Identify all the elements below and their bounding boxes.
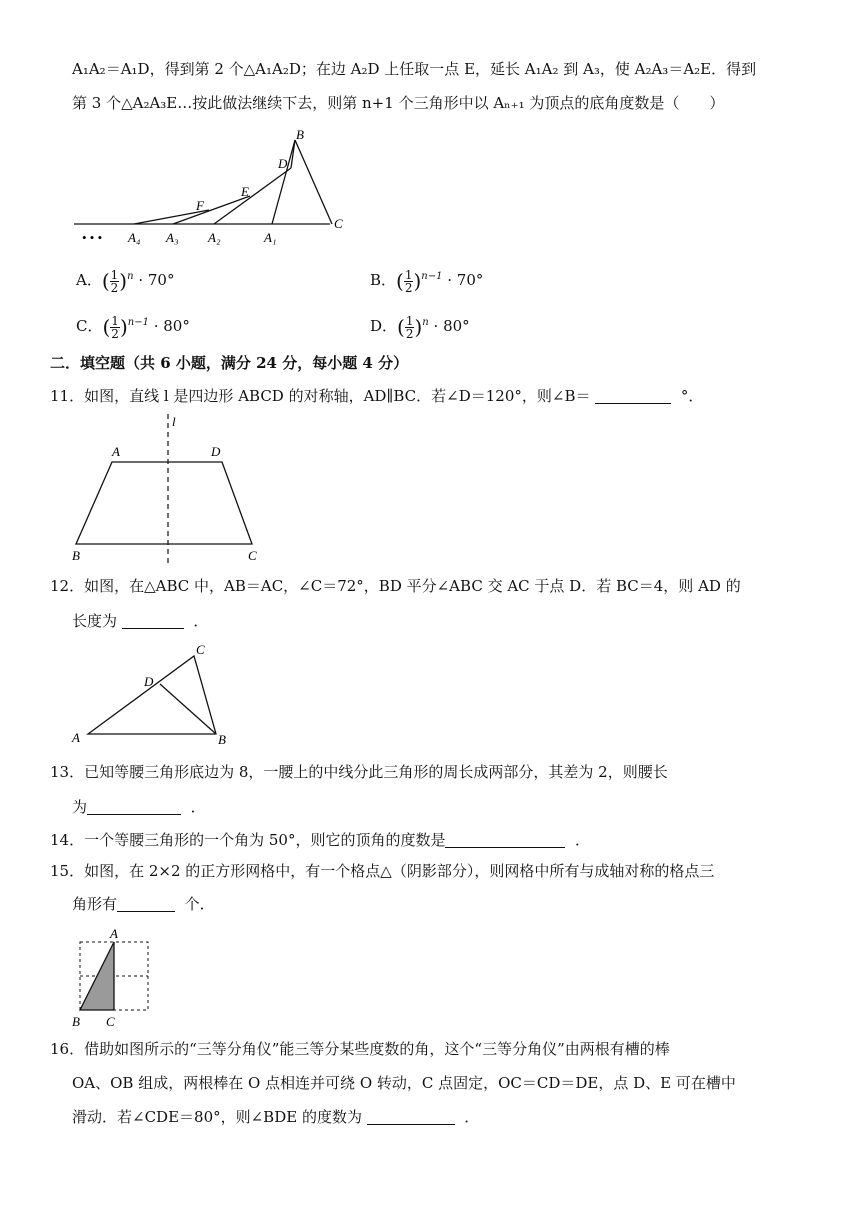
- q15-text-line1: 15．如图，在 2×2 的正方形网格中，有一个格点△（阴影部分），则网格中所有与成轴对称的格点三: [50, 862, 715, 880]
- q16-answer-blank[interactable]: [367, 1108, 455, 1125]
- q15-answer-blank[interactable]: [117, 895, 175, 912]
- q10-label-A4: A₄: [128, 230, 141, 245]
- q10-label-dots: • • •: [82, 230, 103, 245]
- q10-label-F: F: [196, 198, 204, 213]
- q12-text-line2: 长度为 ．: [72, 612, 209, 630]
- q12-figure: [66, 638, 246, 748]
- q14-text: 14．一个等腰三角形的一个角为 50°，则它的顶角的度数是 ．: [50, 831, 591, 849]
- q11-label-A: A: [112, 444, 120, 459]
- q12-label-D: D: [144, 674, 154, 689]
- q12-label-A: A: [72, 730, 80, 745]
- section-heading: 二．填空题（共 6 小题，满分 24 分，每小题 4 分）: [50, 354, 409, 372]
- q10-label-D: D: [278, 156, 288, 171]
- q11-text: 11．如图，直线 l 是四边形 ABCD 的对称轴，AD∥BC．若∠D＝120°，则∠B＝ °．: [50, 387, 704, 405]
- q12-label-B: B: [218, 732, 226, 747]
- q12-label-C: C: [196, 642, 205, 657]
- q16-text-line3: 滑动．若∠CDE＝80°，则∠BDE 的度数为 ．: [72, 1108, 480, 1126]
- q15-figure: [66, 922, 162, 1032]
- q10-option-d[interactable]: D．( $\frac{1}{2}$ )$^n$ · 80°: [370, 313, 470, 341]
- q10-figure: [70, 122, 360, 252]
- q13-answer-blank[interactable]: [87, 798, 181, 815]
- q10-text-line2: 第 3 个△A₂A₃E…按此做法继续下去，则第 n+1 个三角形中以 Aₙ₊₁ 为顶点的底角度数是（ ）: [72, 94, 725, 112]
- q16-text-line1: 16．借助如图所示的“三等分角仪”能三等分某些度数的角，这个“三等分角仪”由两根有槽的棒: [50, 1040, 670, 1058]
- q10-label-A2: A₂: [208, 230, 221, 245]
- q13-text-line2: 为 ．: [72, 798, 206, 816]
- q15-label-C: C: [106, 1014, 115, 1029]
- q10-label-C: C: [334, 216, 343, 231]
- q11-label-l: l: [172, 414, 176, 429]
- q15-text-line2: 角形有 个．: [72, 895, 215, 913]
- q11-label-C: C: [248, 548, 257, 563]
- q14-answer-blank[interactable]: [445, 831, 565, 848]
- q11-figure: [66, 412, 276, 568]
- q10-option-c[interactable]: C．( $\frac{1}{2}$ )$^{n-1}$ · 80°: [76, 313, 190, 341]
- q10-option-b[interactable]: B．( $\frac{1}{2}$ )$^{n-1}$ · 70°: [370, 267, 484, 295]
- q11-label-D: D: [211, 444, 221, 459]
- q10-option-a[interactable]: A．( $\frac{1}{2}$ )$^n$ · 70°: [76, 267, 175, 295]
- q13-text-line1: 13．已知等腰三角形底边为 8，一腰上的中线分此三角形的周长成两部分，其差为 2，则腰长: [50, 763, 668, 781]
- q10-label-E: E: [241, 184, 249, 199]
- q11-label-B: B: [72, 548, 80, 563]
- q11-answer-blank[interactable]: [595, 387, 671, 404]
- q10-text-line1: A₁A₂＝A₁D，得到第 2 个△A₁A₂D；在边 A₂D 上任取一点 E，延长 A₁A₂ 到 A₃，使 A₂A₃＝A₂E．得到: [72, 60, 757, 78]
- q15-label-A: A: [110, 926, 118, 941]
- q10-label-B: B: [296, 127, 304, 142]
- q15-label-B: B: [72, 1014, 80, 1029]
- q12-text-line1: 12．如图，在△ABC 中，AB＝AC，∠C＝72°，BD 平分∠ABC 交 AC 于点 D．若 BC＝4，则 AD 的: [50, 577, 741, 595]
- q10-label-A1: A₁: [264, 230, 277, 245]
- q10-label-A3: A₃: [166, 230, 179, 245]
- q12-answer-blank[interactable]: [122, 612, 184, 629]
- q16-text-line2: OA、OB 组成，两根棒在 O 点相连并可绕 O 转动，C 点固定，OC＝CD＝DE，点 D、E 可在槽中: [72, 1074, 736, 1092]
